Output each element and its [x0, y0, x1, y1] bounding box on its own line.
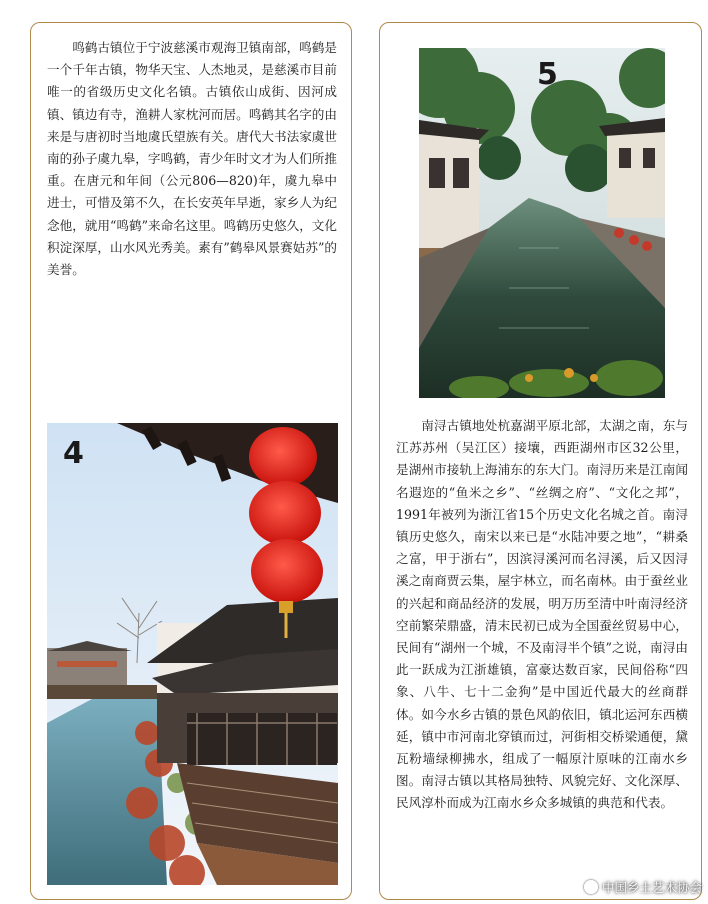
canal-reflection-photo	[419, 48, 665, 398]
canal-town-red-lanterns-photo	[47, 423, 338, 885]
watermark-text: 中国乡土艺术协会	[601, 880, 702, 895]
wechat-logo-icon	[584, 880, 598, 894]
right-card	[379, 22, 702, 900]
left-paragraph: 鸣鹤古镇位于宁波慈溪市观海卫镇南部，鸣鹤是一个千年古镇，物华天宝、人杰地灵，是慈溪市目前唯一的省级历史文化名镇。古镇依山成街、因河成镇、镇边有寺，渔耕人家枕河而居。鸣鹤其名字的由来是与唐初时当地虞氏望族有关。唐代大书法家虞世南的孙子虞九皋，字鸣鹤，青少年时文才为人们所推重。在唐元和年间（公元806—820)年，虞九皋中进士，可惜及第不久，在长安英年早逝，家乡人为纪念他，就用“鸣鹤”来命名这里。鸣鹤历史悠久，文化积淀深厚，山水风光秀美。素有”鹤皋风景赛姑苏”的美誉。	[47, 40, 337, 278]
right-paragraph: 南浔古镇地处杭嘉湖平原北部，太湖之南，东与江苏苏州（吴江区）接壤，西距湖州市区32公里，是湖州市接轨上海浦东的东大门。南浔历来是江南闻名遐迩的“鱼米之乡”、“丝绸之府”、“文化之邦”，1991年被列为浙江省15个历史文化名城之首。南浔镇历史悠久，南宋以来已是“水陆冲要之地”，“耕桑之富，甲于浙右”，因滨浔溪河而名浔溪，后又因浔溪之南商贾云集，屋宇林立，而名南林。由于蚕丝业的兴起和商品经济的发展，明万历至清中叶南浔经济空前繁荣鼎盛，清末民初已成为全国蚕丝贸易中心，民间有“湖州一个城，不及南浔半个镇”之说，南浔由此一跃成为江浙雄镇，富豪达数百家，民间俗称“四象、八牛、七十二金狗”是中国近代最大的丝商群体。如今水乡古镇的景色风韵依旧，镇北运河东西横延，镇中市河南北穿镇而过，河街相交桥梁通便，黛瓦粉墙绿柳拂水，组成了一幅原汁原味的江南水乡图。南浔古镇以其格局独特、风貌完好、文化深厚、民风淳朴而成为江南水乡众多城镇的典范和代表。	[396, 418, 688, 811]
photo-number-4: 4	[63, 436, 84, 471]
left-card	[30, 22, 352, 900]
watermark	[584, 878, 702, 896]
photo-number-5: 5	[537, 57, 558, 92]
